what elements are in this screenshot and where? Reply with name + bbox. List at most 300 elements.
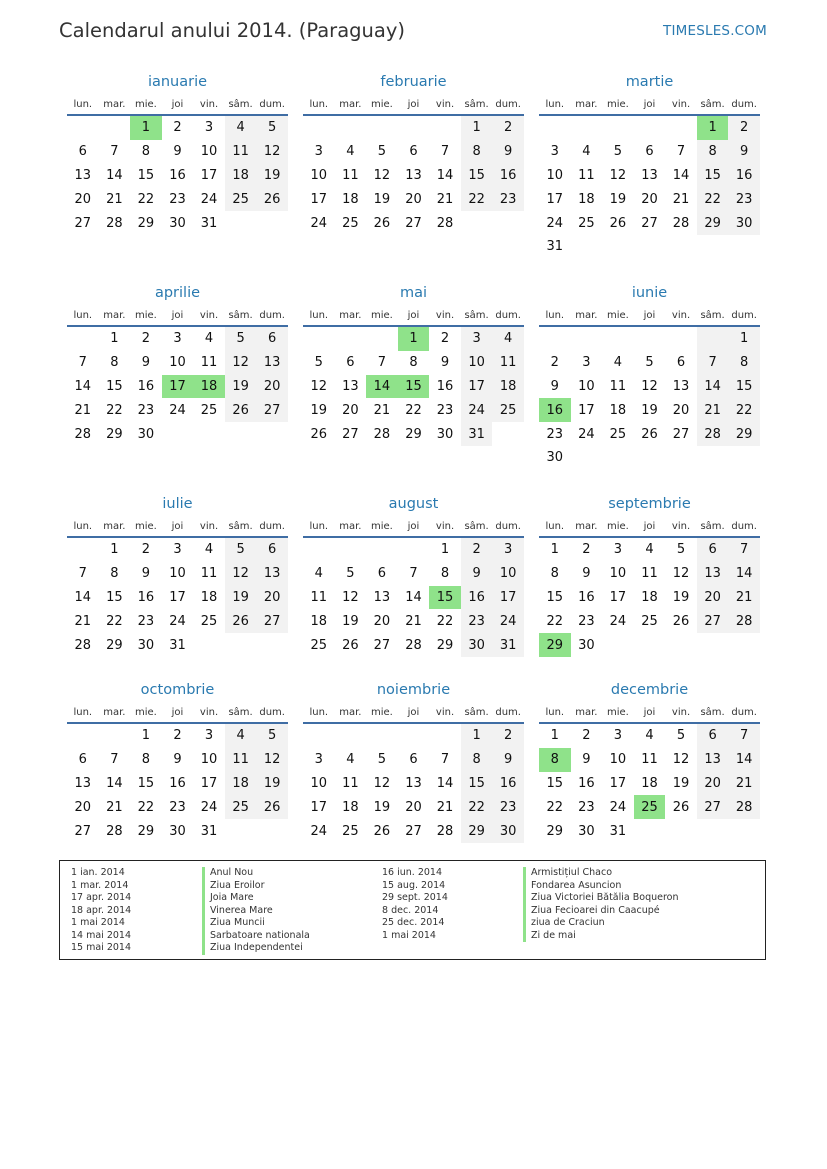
empty-cell	[602, 446, 634, 470]
empty-cell	[366, 537, 398, 562]
day-cell: 22	[728, 398, 760, 422]
day-cell: 10	[169, 566, 186, 582]
legend-holiday-name: Zi de mai	[523, 930, 679, 943]
month-aprilie	[67, 281, 288, 446]
month-name: decembrie	[610, 682, 689, 698]
day-cell: 24	[200, 191, 218, 207]
empty-cell	[303, 326, 335, 351]
day-cell: 9	[582, 566, 591, 582]
weekday-header: dum.	[256, 516, 288, 537]
day-cell: 18	[225, 164, 257, 188]
day-cell: 10	[578, 378, 595, 394]
day-cell: 19	[672, 589, 690, 605]
weekday-header: joi	[634, 516, 666, 537]
empty-cell	[492, 422, 524, 446]
empty-cell	[728, 819, 760, 843]
day-cell: 17	[310, 191, 328, 207]
empty-cell	[225, 633, 257, 657]
legend-holiday-name: Ziua Victoriei Bătălia Boqueron	[523, 892, 679, 905]
legend-date: 29 sept. 2014	[382, 892, 448, 903]
day-cell: 11	[200, 566, 218, 582]
empty-cell	[602, 235, 634, 259]
day-cell: 23	[492, 795, 524, 819]
day-cell: 11	[200, 355, 218, 371]
empty-cell	[697, 235, 729, 259]
day-cell: 28	[436, 215, 454, 231]
weekday-header: dum.	[256, 94, 288, 115]
empty-cell	[225, 422, 257, 446]
legend-dates-right	[382, 867, 448, 942]
weekday-header: dum.	[492, 702, 524, 723]
day-cell: 17	[310, 799, 328, 815]
day-cell: 22	[405, 402, 422, 418]
legend-names-left	[202, 867, 310, 955]
legend-holiday-name: Vinerea Mare	[202, 905, 310, 918]
day-cell: 25	[342, 823, 359, 839]
day-cell: 17	[200, 775, 218, 791]
empty-cell	[634, 326, 666, 351]
weekday-header: sâm.	[461, 305, 493, 326]
weekday-header: vin.	[665, 702, 697, 723]
day-cell: 28	[728, 609, 760, 633]
empty-cell	[398, 115, 430, 140]
weekday-header: vin.	[429, 702, 461, 723]
day-cell: 18	[641, 589, 658, 605]
day-cell: 11	[641, 566, 658, 582]
day-cell: 21	[373, 402, 391, 418]
day-cell: 11	[225, 140, 257, 164]
day-cell: 21	[74, 613, 92, 629]
month-februarie	[303, 70, 524, 235]
day-cell: 22	[106, 613, 123, 629]
day-cell: 8	[461, 140, 493, 164]
day-cell: 1	[728, 326, 760, 351]
weekday-header: joi	[634, 94, 666, 115]
day-cell: 5	[225, 537, 257, 562]
day-cell: 19	[256, 772, 288, 796]
day-cell: 17	[200, 167, 218, 183]
day-cell: 31	[492, 633, 524, 657]
day-cell: 21	[436, 191, 454, 207]
day-cell: 16	[539, 398, 571, 422]
month-martie	[539, 70, 760, 259]
weekday-header: mar.	[99, 94, 131, 115]
day-cell: 2	[173, 120, 182, 136]
empty-cell	[335, 723, 367, 748]
day-cell: 18	[492, 375, 524, 399]
day-cell: 16	[137, 378, 155, 394]
empty-cell	[634, 633, 666, 657]
day-cell: 11	[492, 351, 524, 375]
day-cell: 4	[204, 542, 214, 558]
legend-date: 8 dec. 2014	[382, 904, 439, 916]
day-cell: 7	[697, 351, 729, 375]
day-cell: 16	[492, 164, 524, 188]
day-cell: 7	[78, 566, 87, 582]
empty-cell	[67, 723, 99, 748]
day-cell: 10	[609, 752, 627, 768]
day-cell: 8	[141, 144, 151, 160]
legend-holiday-name: ziua de Craciun	[523, 917, 679, 930]
day-cell: 13	[74, 167, 92, 183]
weekday-header: vin.	[193, 516, 225, 537]
month-name: martie	[625, 74, 674, 90]
day-cell: 20	[256, 586, 288, 610]
day-cell: 3	[613, 728, 623, 744]
day-cell: 9	[492, 140, 524, 164]
weekday-header: vin.	[429, 94, 461, 115]
month-noiembrie	[303, 678, 524, 843]
weekday-header: mie.	[130, 516, 162, 537]
day-cell: 19	[342, 613, 359, 629]
day-cell: 30	[546, 450, 564, 466]
day-cell: 6	[78, 752, 87, 768]
legend-date: 17 apr. 2014	[71, 892, 132, 903]
day-cell: 30	[728, 211, 760, 235]
weekday-header: mie.	[130, 94, 162, 115]
day-cell: 23	[137, 402, 155, 418]
weekday-header: lun.	[303, 305, 335, 326]
day-cell: 17	[169, 589, 186, 605]
day-cell: 28	[697, 422, 729, 446]
day-cell: 20	[256, 375, 288, 399]
day-cell: 13	[256, 562, 288, 586]
day-cell: 16	[137, 589, 155, 605]
month-name: mai	[399, 285, 428, 301]
day-cell: 8	[409, 355, 418, 371]
weekday-header: dum.	[728, 305, 760, 326]
empty-cell	[398, 723, 430, 748]
day-cell: 31	[169, 637, 186, 653]
day-cell: 14	[106, 167, 123, 183]
legend-holiday-name: Ziua Muncii	[202, 917, 310, 930]
day-cell: 6	[256, 326, 288, 351]
day-cell: 7	[409, 566, 418, 582]
legend-date: 14 mai 2014	[71, 929, 132, 941]
day-cell: 31	[546, 239, 564, 255]
weekday-header: lun.	[303, 94, 335, 115]
day-cell: 14	[697, 375, 729, 399]
weekday-header: mie.	[602, 702, 634, 723]
day-cell: 27	[74, 823, 92, 839]
empty-cell	[303, 537, 335, 562]
day-cell: 16	[461, 586, 493, 610]
day-cell: 9	[582, 752, 591, 768]
empty-cell	[571, 235, 603, 259]
day-cell: 29	[546, 823, 564, 839]
day-cell: 17	[492, 586, 524, 610]
day-cell: 13	[405, 775, 422, 791]
day-cell: 9	[173, 752, 182, 768]
weekday-header: sâm.	[461, 94, 493, 115]
day-cell: 10	[546, 167, 564, 183]
empty-cell	[602, 326, 634, 351]
day-cell: 1	[461, 115, 493, 140]
day-cell: 24	[461, 398, 493, 422]
day-cell: 23	[728, 187, 760, 211]
month-iulie	[67, 492, 288, 657]
empty-cell	[429, 723, 461, 748]
day-cell: 26	[225, 609, 257, 633]
weekday-header: dum.	[492, 305, 524, 326]
day-cell: 2	[550, 355, 559, 371]
day-cell: 1	[398, 326, 430, 351]
day-cell: 6	[676, 355, 686, 371]
empty-cell	[728, 633, 760, 657]
day-cell: 30	[436, 426, 454, 442]
day-cell: 1	[550, 542, 559, 558]
day-cell: 12	[373, 167, 391, 183]
day-cell: 27	[405, 823, 422, 839]
day-cell: 24	[310, 215, 328, 231]
day-cell: 6	[645, 144, 654, 160]
day-cell: 23	[492, 187, 524, 211]
day-cell: 15	[106, 378, 123, 394]
day-cell: 11	[342, 167, 359, 183]
holiday-legend	[59, 860, 766, 960]
day-cell: 26	[373, 215, 391, 231]
day-cell: 28	[436, 823, 454, 839]
empty-cell	[303, 723, 335, 748]
weekday-header: lun.	[303, 516, 335, 537]
day-cell: 24	[200, 799, 218, 815]
legend-holiday-name: Sarbatoare nationala	[202, 930, 310, 943]
day-cell: 3	[204, 120, 214, 136]
empty-cell	[634, 115, 666, 140]
day-cell: 17	[546, 191, 564, 207]
day-cell: 28	[728, 795, 760, 819]
weekday-header: mar.	[99, 702, 131, 723]
day-cell: 28	[373, 426, 391, 442]
day-cell: 12	[672, 566, 690, 582]
day-cell: 3	[204, 728, 214, 744]
day-cell: 26	[641, 426, 658, 442]
day-cell: 11	[310, 589, 328, 605]
day-cell: 27	[256, 609, 288, 633]
weekday-header: lun.	[67, 305, 99, 326]
day-cell: 14	[672, 167, 690, 183]
weekday-header: sâm.	[225, 305, 257, 326]
day-cell: 5	[613, 144, 623, 160]
legend-holiday-name: Joia Mare	[202, 892, 310, 905]
legend-date: 15 aug. 2014	[382, 879, 446, 891]
day-cell: 1	[130, 115, 162, 140]
day-cell: 27	[342, 426, 359, 442]
weekday-header: joi	[634, 305, 666, 326]
day-cell: 4	[204, 331, 214, 347]
day-cell: 9	[728, 140, 760, 164]
brand-link[interactable]: TIMESLES.COM	[663, 23, 767, 39]
weekday-header: lun.	[539, 702, 571, 723]
day-cell: 13	[342, 378, 359, 394]
day-cell: 5	[676, 728, 686, 744]
day-cell: 11	[641, 752, 658, 768]
day-cell: 2	[173, 728, 182, 744]
day-cell: 11	[609, 378, 627, 394]
day-cell: 4	[582, 144, 591, 160]
day-cell: 29	[461, 819, 493, 843]
legend-holiday-name: Ziua Fecioarei din Caacupé	[523, 905, 679, 918]
day-cell: 29	[697, 211, 729, 235]
day-cell: 12	[256, 140, 288, 164]
weekday-header: sâm.	[461, 702, 493, 723]
legend-date: 16 iun. 2014	[382, 867, 443, 878]
day-cell: 2	[728, 115, 760, 140]
weekday-header: vin.	[665, 516, 697, 537]
empty-cell	[634, 446, 666, 470]
day-cell: 2	[582, 542, 591, 558]
weekday-header: joi	[162, 94, 194, 115]
weekday-header: dum.	[256, 702, 288, 723]
day-cell: 14	[436, 167, 454, 183]
day-cell: 15	[728, 375, 760, 399]
weekday-header: vin.	[665, 305, 697, 326]
legend-holiday-name: Ziua Independentei	[202, 942, 310, 955]
day-cell: 11	[342, 775, 359, 791]
empty-cell	[697, 326, 729, 351]
day-cell: 8	[550, 566, 559, 582]
day-cell: 28	[106, 215, 123, 231]
weekday-header: lun.	[67, 516, 99, 537]
empty-cell	[602, 633, 634, 657]
day-cell: 22	[546, 799, 564, 815]
day-cell: 6	[377, 566, 387, 582]
day-cell: 23	[546, 426, 564, 442]
empty-cell	[335, 537, 367, 562]
day-cell: 14	[366, 375, 398, 399]
day-cell: 28	[106, 823, 123, 839]
weekday-header: lun.	[67, 702, 99, 723]
weekday-header: mar.	[99, 516, 131, 537]
day-cell: 23	[436, 402, 454, 418]
weekday-header: joi	[398, 516, 430, 537]
day-cell: 10	[200, 752, 218, 768]
empty-cell	[67, 326, 99, 351]
legend-date: 18 apr. 2014	[71, 904, 132, 916]
day-cell: 29	[436, 637, 454, 653]
day-cell: 23	[169, 191, 186, 207]
month-octombrie	[67, 678, 288, 843]
day-cell: 29	[137, 215, 155, 231]
weekday-header: sâm.	[225, 702, 257, 723]
day-cell: 21	[728, 772, 760, 796]
empty-cell	[429, 115, 461, 140]
day-cell: 17	[162, 375, 194, 399]
day-cell: 25	[310, 637, 328, 653]
day-cell: 22	[106, 402, 123, 418]
day-cell: 14	[728, 748, 760, 772]
day-cell: 27	[697, 609, 729, 633]
weekday-header: joi	[634, 702, 666, 723]
day-cell: 29	[106, 637, 123, 653]
day-cell: 19	[310, 402, 328, 418]
day-cell: 7	[728, 723, 760, 748]
day-cell: 26	[225, 398, 257, 422]
day-cell: 4	[492, 326, 524, 351]
day-cell: 3	[314, 144, 323, 160]
day-cell: 17	[461, 375, 493, 399]
day-cell: 9	[141, 566, 151, 582]
day-cell: 9	[550, 378, 559, 394]
empty-cell	[665, 115, 697, 140]
day-cell: 23	[578, 799, 595, 815]
weekday-header: sâm.	[461, 516, 493, 537]
empty-cell	[335, 115, 367, 140]
day-cell: 11	[225, 748, 257, 772]
day-cell: 24	[609, 613, 627, 629]
day-cell: 29	[539, 633, 571, 657]
day-cell: 20	[373, 613, 391, 629]
day-cell: 24	[492, 609, 524, 633]
day-cell: 2	[582, 728, 591, 744]
month-name: iunie	[631, 285, 668, 301]
day-cell: 4	[225, 115, 257, 140]
weekday-header: mie.	[130, 305, 162, 326]
day-cell: 2	[141, 331, 151, 347]
day-cell: 28	[405, 637, 422, 653]
month-name: septembrie	[608, 496, 691, 512]
day-cell: 6	[409, 752, 418, 768]
day-cell: 12	[609, 167, 627, 183]
day-cell: 1	[550, 728, 559, 744]
day-cell: 8	[461, 748, 493, 772]
day-cell: 30	[169, 215, 186, 231]
weekday-header: mar.	[99, 305, 131, 326]
day-cell: 23	[578, 613, 595, 629]
empty-cell	[256, 422, 288, 446]
day-cell: 14	[74, 378, 92, 394]
day-cell: 6	[409, 144, 418, 160]
empty-cell	[256, 211, 288, 235]
day-cell: 7	[78, 355, 87, 371]
empty-cell	[398, 537, 430, 562]
day-cell: 30	[578, 823, 595, 839]
empty-cell	[665, 633, 697, 657]
day-cell: 2	[492, 723, 524, 748]
day-cell: 10	[169, 355, 186, 371]
day-cell: 5	[377, 752, 387, 768]
day-cell: 3	[492, 537, 524, 562]
empty-cell	[366, 723, 398, 748]
month-name: ianuarie	[147, 74, 208, 90]
day-cell: 14	[106, 775, 123, 791]
day-cell: 15	[546, 775, 564, 791]
day-cell: 3	[550, 144, 559, 160]
empty-cell	[256, 633, 288, 657]
day-cell: 25	[641, 613, 658, 629]
day-cell: 20	[405, 799, 422, 815]
day-cell: 23	[169, 799, 186, 815]
weekday-header: mar.	[335, 94, 367, 115]
day-cell: 15	[546, 589, 564, 605]
day-cell: 25	[634, 795, 666, 819]
day-cell: 26	[672, 613, 690, 629]
weekday-header: mar.	[335, 516, 367, 537]
empty-cell	[634, 235, 666, 259]
day-cell: 18	[609, 402, 627, 418]
empty-cell	[571, 326, 603, 351]
empty-cell	[366, 326, 398, 351]
day-cell: 19	[373, 799, 391, 815]
day-cell: 23	[461, 609, 493, 633]
day-cell: 26	[256, 795, 288, 819]
month-decembrie	[539, 678, 760, 843]
day-cell: 27	[256, 398, 288, 422]
day-cell: 16	[169, 775, 186, 791]
day-cell: 31	[200, 215, 218, 231]
day-cell: 26	[373, 823, 391, 839]
day-cell: 7	[110, 144, 119, 160]
